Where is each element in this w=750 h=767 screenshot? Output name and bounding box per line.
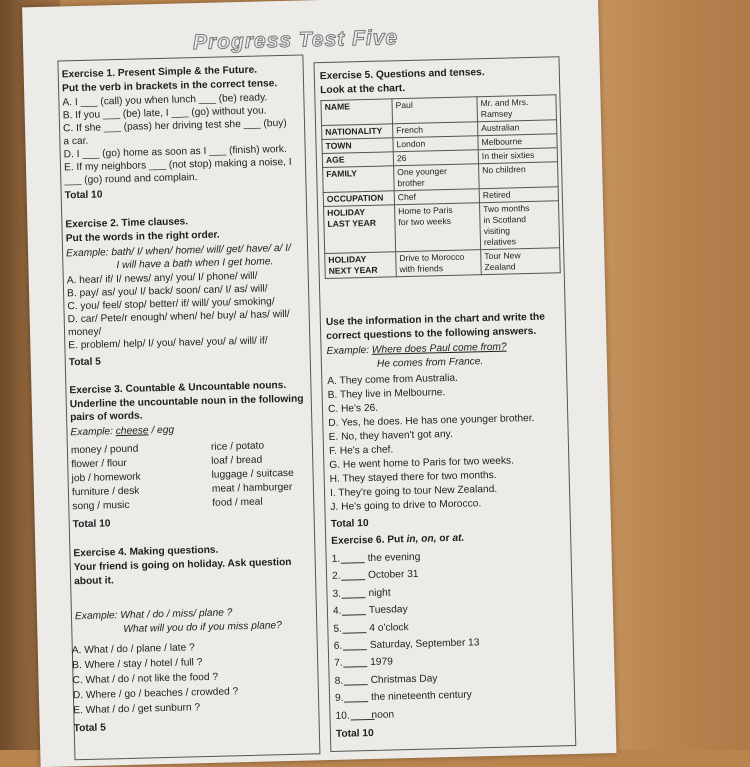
- ex5-answer: H. They stayed there for two months.: [329, 469, 497, 485]
- chart-cell-line: for two weeks: [398, 215, 452, 228]
- ex5-total: Total 10: [330, 518, 369, 530]
- chart-ramsey-cell: [479, 201, 559, 250]
- info-chart: [320, 94, 560, 279]
- chart-cell-line: AGE: [325, 154, 345, 165]
- ex4-item: E. What / do / get sunburn ?: [73, 702, 201, 717]
- chart-cell-line: Mr. and Mrs.: [480, 96, 529, 109]
- ex1-item: D. I ___ (go) home as soon as I ___ (finish) work.: [63, 143, 287, 161]
- ex3-instruction: pairs of words.: [69, 410, 143, 424]
- chart-header-cell: [324, 205, 396, 254]
- chart-ramsey-cell: [479, 162, 559, 189]
- chart-header-cell: [325, 252, 397, 279]
- ex6-item-number: 4.: [332, 605, 342, 618]
- chart-cell-line: Ramsey: [480, 108, 513, 120]
- ex5-answer: G. He went home to Paris for two weeks.: [329, 455, 515, 471]
- info-chart-body: [321, 95, 560, 279]
- ex2-item: E. problem/ help/ I/ you/ have/ you/ a/ will/ if/: [68, 335, 268, 352]
- ex6-item-text: 1979: [370, 656, 394, 669]
- chart-header-cell: [321, 99, 393, 126]
- ex6-item-number: 8.: [334, 675, 344, 687]
- ex6-item-text: Christmas Day: [370, 673, 438, 686]
- ex6-item-text: Saturday, September 13: [369, 637, 480, 652]
- ex3-pair: flower / flour: [71, 457, 127, 471]
- ex3-pair: rice / potato: [210, 440, 265, 453]
- chart-cell-line: LAST YEAR: [327, 217, 377, 229]
- ex3-example-suffix: / egg: [148, 424, 175, 437]
- ex5-answer: E. No, they haven't got any.: [328, 428, 453, 443]
- ex2-heading: Exercise 2. Time clauses.: [65, 216, 189, 231]
- ex6-heading-or: or: [436, 532, 453, 545]
- chart-row: [325, 248, 561, 279]
- ex4-item: B. Where / stay / hotel / full ?: [72, 657, 203, 672]
- chart-cell-line: Australian: [481, 122, 520, 134]
- ex1-heading: Exercise 1. Present Simple & the Future.: [61, 64, 258, 81]
- ex4-instruction: Your friend is going on holiday. Ask question: [73, 556, 292, 574]
- chart-ramsey-cell: [481, 248, 561, 275]
- chart-paul-cell: [392, 97, 478, 124]
- chart-cell-line: Tour New: [484, 250, 521, 262]
- ex1-item: C. If she ___ (pass) her driving test she ___ (buy): [62, 117, 287, 135]
- chart-cell-line: FAMILY: [326, 168, 358, 179]
- ex1-item: B. If you ___ (be) late, I ___ (go) without you.: [62, 105, 267, 122]
- ex3-example-prefix: Example:: [70, 426, 116, 439]
- ex1-item: a car.: [63, 135, 89, 148]
- ex5-instruction-2: correct questions to the following answers.: [326, 325, 537, 342]
- ex6-item-text: the evening: [367, 551, 421, 565]
- ex2-instruction: Put the words in the right order.: [65, 229, 220, 245]
- ex2-total: Total 5: [68, 356, 101, 369]
- ex3-pair: song / music: [72, 499, 130, 513]
- ex3-total: Total 10: [72, 518, 111, 531]
- ex6-item-number: 3.: [332, 588, 342, 600]
- ex1-total: Total 10: [64, 189, 103, 202]
- ex3-pair: food / meal: [212, 496, 263, 509]
- ex3-example: [70, 424, 174, 440]
- ex2-example-answer: I will have a bath when I get home.: [116, 256, 274, 272]
- chart-cell-line: HOLIDAY: [327, 207, 366, 218]
- chart-header-cell: [323, 166, 395, 193]
- ex4-item: C. What / do / not like the food ?: [72, 671, 219, 687]
- ex6-item-text: noon: [371, 709, 395, 721]
- chart-cell-line: visiting: [483, 225, 511, 237]
- ex6-item-number: 2.: [331, 571, 341, 583]
- chart-cell-line: No children: [482, 164, 526, 176]
- ex6-total: Total 10: [335, 727, 374, 740]
- ex5-answer: J. He's going to drive to Morocco.: [330, 498, 482, 513]
- chart-paul-cell: [394, 164, 480, 191]
- chart-cell-line: 26: [396, 152, 407, 164]
- ex2-item: C. you/ feel/ stop/ better/ if/ will/ you/ smoking/: [67, 296, 275, 313]
- chart-cell-line: Two months: [483, 202, 530, 215]
- chart-cell-line: In their sixties: [481, 149, 535, 162]
- chart-cell-line: in Scotland: [483, 214, 527, 226]
- ex3-pair: job / homework: [71, 471, 141, 485]
- chart-paul-cell: [395, 203, 481, 252]
- ex3-example-underlined: cheese: [115, 425, 149, 438]
- ex5-answer: A. They come from Australia.: [327, 372, 459, 387]
- ex4-total: Total 5: [73, 722, 106, 735]
- chart-cell-line: relatives: [483, 236, 517, 248]
- ex6-item-text: 4 o'clock: [369, 621, 409, 634]
- page-title: Progress Test Five: [192, 26, 399, 55]
- ex5-answer: B. They live in Melbourne.: [327, 387, 446, 401]
- ex6-item-number: 1.: [331, 553, 341, 565]
- chart-cell-line: brother: [397, 177, 425, 189]
- ex1-item: A. I ___ (call) you when lunch ___ (be) ready.: [62, 92, 268, 109]
- ex6-item-number: 7.: [334, 658, 343, 670]
- chart-row: [324, 201, 560, 254]
- chart-cell-line: One younger: [397, 166, 448, 178]
- ex4-heading: Exercise 4. Making questions.: [73, 544, 219, 560]
- ex1-item: ___ (go) round and complain.: [64, 172, 198, 187]
- ex3-pair: meat / hamburger: [211, 481, 293, 495]
- ex4-instruction: about it.: [74, 575, 114, 588]
- ex6-item-text: night: [368, 587, 391, 599]
- ex5-example-prefix: Example:: [326, 344, 373, 357]
- test-sheet: [22, 0, 616, 767]
- ex6-item-number: 6.: [333, 640, 343, 652]
- ex5-instruction-2: Use the information in the chart and write the: [325, 311, 546, 328]
- chart-cell-line: NEXT YEAR: [328, 264, 378, 276]
- ex2-example: Example: bath/ I/ when/ home/ will/ get/ have/ a/ I/: [65, 242, 292, 260]
- ex4-item: D. Where / go / beaches / crowded ?: [72, 686, 239, 702]
- ex2-item: A. hear/ if/ I/ news/ any/ you/ I/ phone/ will/: [66, 270, 258, 287]
- ex5-answer: I. They're going to tour New Zealand.: [329, 483, 498, 499]
- ex3-pair: money / pound: [70, 443, 139, 457]
- ex5-heading: Exercise 5. Questions and tenses.: [319, 67, 485, 83]
- ex6-item-number: 5.: [333, 623, 343, 635]
- chart-paul-cell: [396, 250, 482, 277]
- ex6-heading-in-on: in, on,: [406, 533, 437, 546]
- ex3-pair: furniture / desk: [71, 485, 140, 499]
- chart-cell-line: HOLIDAY: [328, 253, 367, 265]
- chart-cell-line: NATIONALITY: [325, 125, 383, 137]
- ex3-pair: loaf / bread: [211, 454, 263, 467]
- chart-cell-line: Drive to Morocco: [399, 251, 465, 264]
- chart-cell-line: French: [396, 124, 424, 136]
- ex6-item-text: October 31: [367, 569, 419, 582]
- chart-cell-line: NAME: [324, 101, 351, 112]
- ex5-answer: F. He's a chef.: [328, 444, 394, 457]
- ex3-heading: Exercise 3. Countable & Uncountable nouns.: [69, 379, 287, 397]
- chart-cell-line: Zealand: [484, 261, 516, 273]
- ex1-instruction: Put the verb in brackets in the correct tense.: [61, 78, 278, 95]
- chart-cell-line: TOWN: [325, 140, 352, 151]
- ex4-example: Example: What / do / miss/ plane ?: [74, 607, 233, 623]
- ex3-instruction: Underline the uncountable noun in the following: [69, 393, 304, 411]
- ex5-answer: D. Yes, he does. He has one younger brother.: [328, 412, 535, 429]
- chart-cell-line: Home to Paris: [398, 204, 453, 217]
- ex6-item-text: the nineteenth century: [370, 689, 472, 704]
- chart-cell-line: Paul: [395, 99, 413, 111]
- ex5-instruction: Look at the chart.: [320, 82, 406, 97]
- ex2-item: B. pay/ as/ you/ I/ back/ soon/ can/ I/ as/ will/: [66, 283, 268, 300]
- ex1-item: E. If my neighbors ___ (not stop) making a noise, I: [63, 156, 292, 174]
- chart-cell-line: London: [396, 138, 426, 150]
- chart-cell-line: OCCUPATION: [326, 192, 384, 204]
- ex3-pair: luggage / suitcase: [211, 467, 294, 481]
- ex6-heading-text: Exercise 6. Put: [331, 534, 407, 547]
- ex6-heading-at: at.: [452, 532, 465, 544]
- ex6-item-number: 9.: [334, 692, 344, 705]
- chart-cell-line: Retired: [482, 189, 511, 201]
- ex4-example-answer: What will you do if you miss plane?: [123, 620, 282, 636]
- ex2-item: money/: [67, 326, 102, 339]
- chart-cell-line: with friends: [399, 263, 444, 275]
- ex5-example-answer: He comes from France.: [376, 356, 484, 370]
- ex6-item-number: 10.: [335, 710, 350, 722]
- ex2-item: D. car/ Pete/r enough/ when/ he/ buy/ a/ has/ will/: [67, 308, 290, 326]
- ex6-item-text: Tuesday: [368, 604, 408, 617]
- ex5-example-question: Where does Paul come from?: [371, 341, 507, 356]
- chart-cell-line: Chef: [397, 191, 417, 203]
- ex5-answer: C. He's 26.: [327, 402, 379, 415]
- chart-cell-line: Melbourne: [481, 136, 523, 148]
- ex4-item: A. What / do / plane / late ?: [71, 642, 195, 657]
- chart-ramsey-cell: [477, 95, 557, 122]
